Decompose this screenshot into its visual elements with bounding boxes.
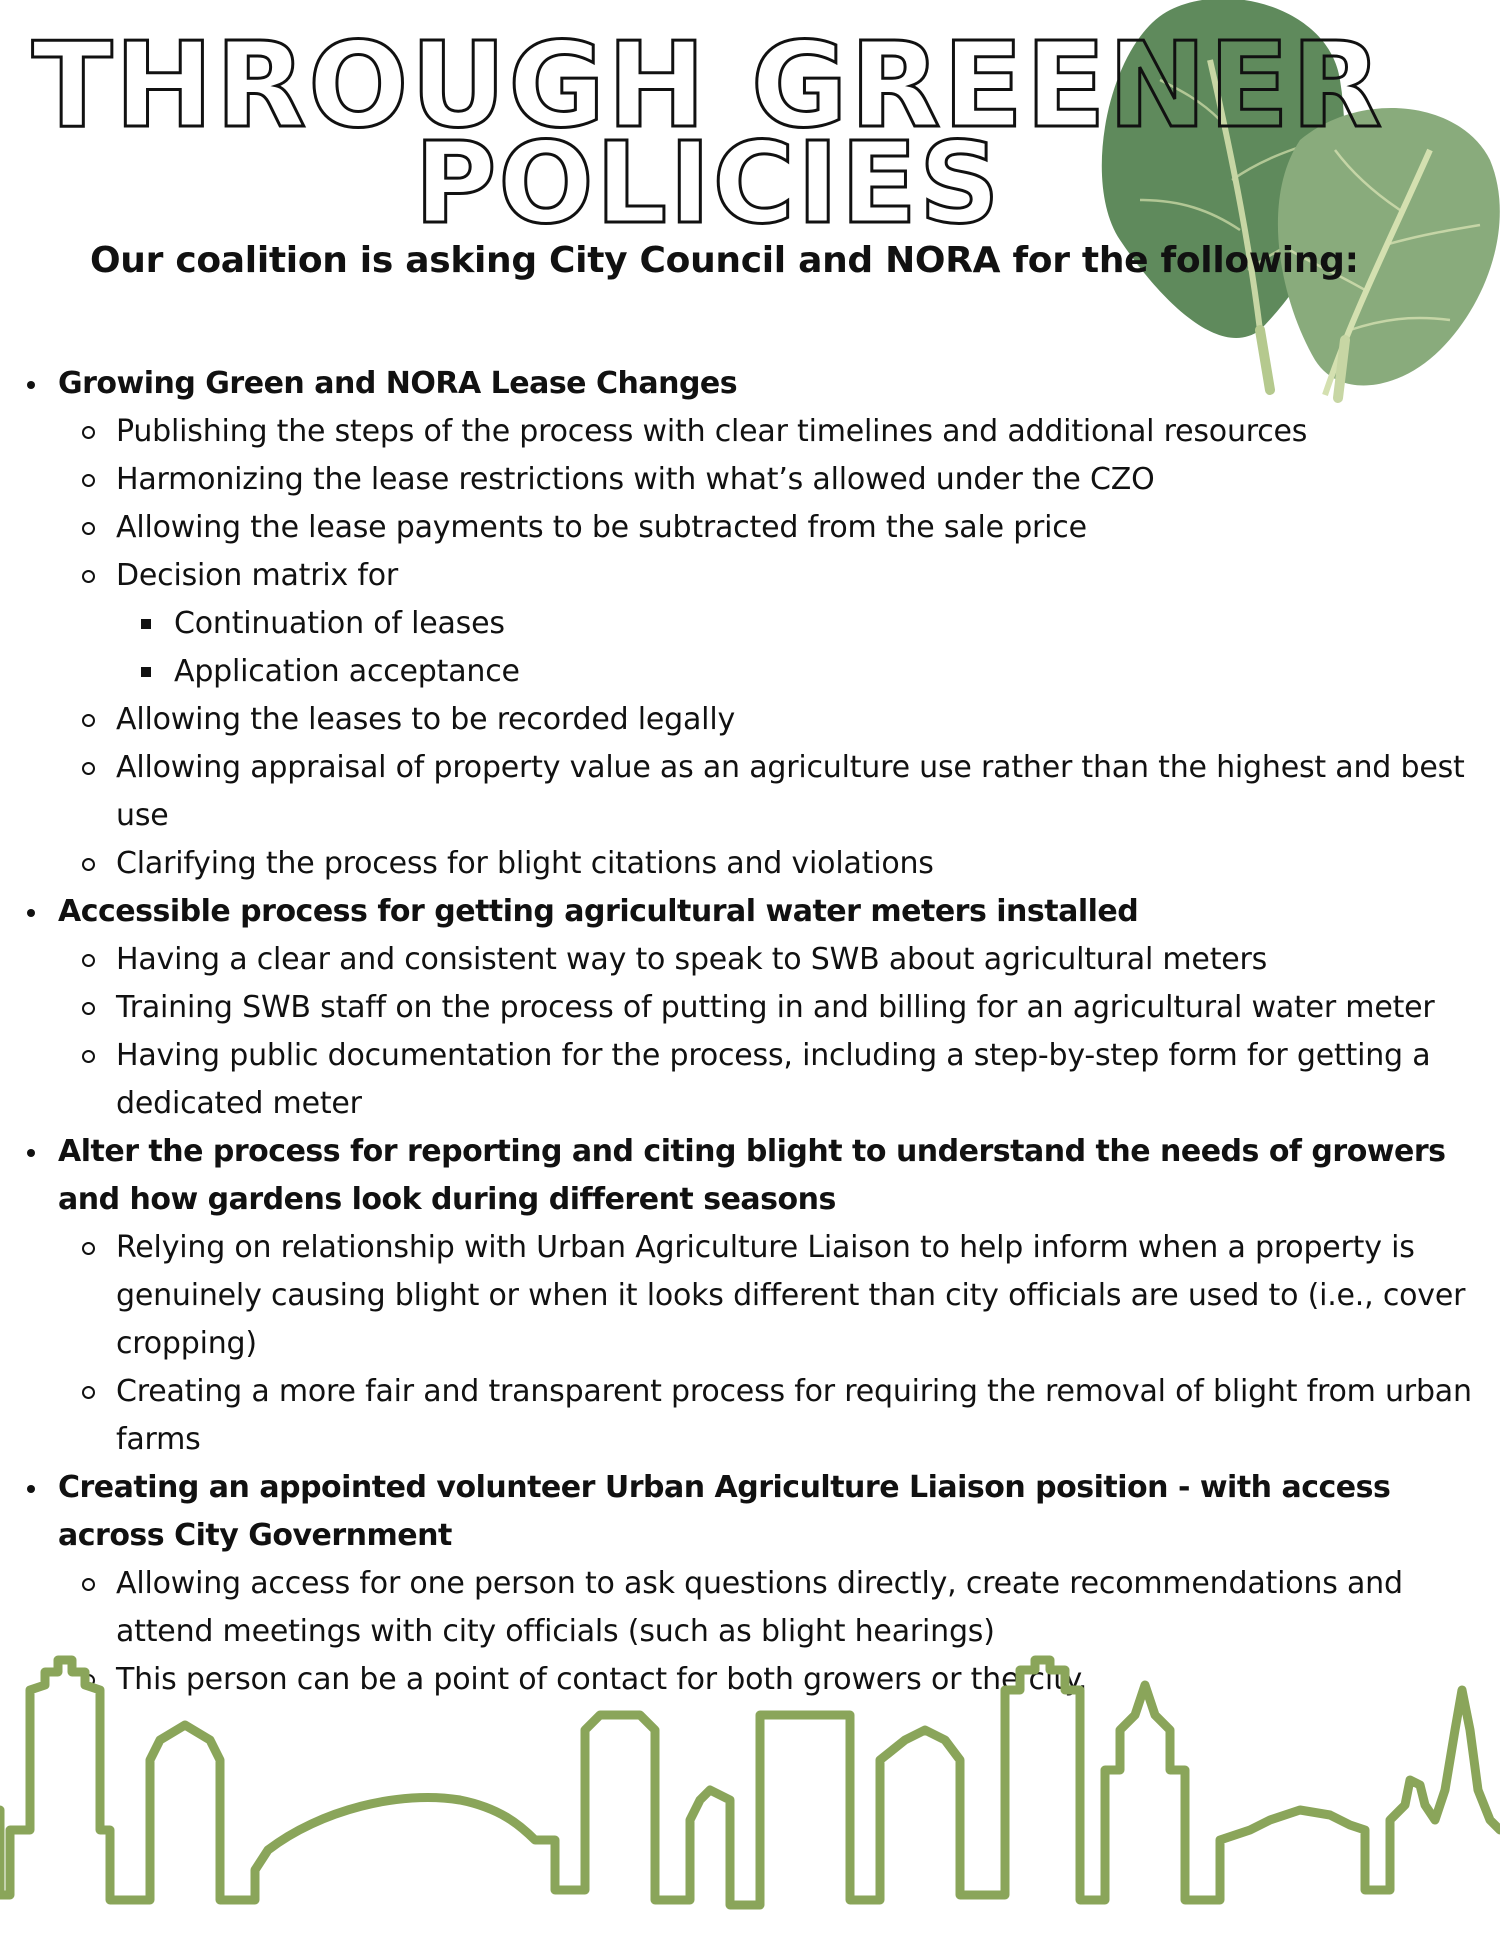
section-growing-green bbox=[0, 360, 1500, 888]
section-heading: Creating an appointed volunteer Urban Agriculture Liaison position - with access across City Government bbox=[58, 1470, 1391, 1553]
list-item: Publishing the steps of the process with clear timelines and additional resources bbox=[58, 408, 1500, 456]
sub-list-item: Continuation of leases bbox=[116, 600, 1500, 648]
list-item: Allowing the lease payments to be subtracted from the sale price bbox=[58, 504, 1500, 552]
list-item: Having public documentation for the process, including a step-by-step form for getting a dedicated meter bbox=[58, 1032, 1500, 1128]
section-water-meters bbox=[0, 888, 1500, 1128]
list-item: Allowing appraisal of property value as an agriculture use rather than the highest and best use bbox=[58, 744, 1500, 840]
section-heading: Alter the process for reporting and citing blight to understand the needs of growers and how gardens look during different seasons bbox=[58, 1134, 1446, 1217]
list-item: Having a clear and consistent way to speak to SWB about agricultural meters bbox=[58, 936, 1500, 984]
list-item-decision-matrix bbox=[58, 552, 1500, 696]
list-item: Allowing access for one person to ask questions directly, create recommendations and attend meetings with city officials (such as blight hearings) bbox=[58, 1560, 1500, 1656]
list-item-label: Decision matrix for bbox=[116, 558, 399, 593]
list-item: Training SWB staff on the process of putting in and billing for an agricultural water meter bbox=[58, 984, 1500, 1032]
section-heading: Growing Green and NORA Lease Changes bbox=[58, 366, 738, 401]
sub-list-item: Application acceptance bbox=[116, 648, 1500, 696]
skyline-outline bbox=[0, 1660, 1500, 1905]
list-item: Relying on relationship with Urban Agriculture Liaison to help inform when a property is genuinely causing blight or when it looks different than city officials are used to (i.e., cover cropping) bbox=[58, 1224, 1500, 1368]
list-item: Allowing the leases to be recorded legally bbox=[58, 696, 1500, 744]
policy-list bbox=[0, 360, 1500, 1704]
subtitle: Our coalition is asking City Council and NORA for the following: bbox=[90, 240, 1359, 281]
page-title-line2: POLICIES bbox=[414, 119, 1002, 249]
city-skyline-illustration bbox=[0, 1630, 1500, 1942]
section-blight-process bbox=[0, 1128, 1500, 1464]
section-heading: Accessible process for getting agricultural water meters installed bbox=[58, 894, 1139, 929]
list-item: Harmonizing the lease restrictions with what’s allowed under the CZO bbox=[58, 456, 1500, 504]
page-title-line1: THROUGH GREENER bbox=[31, 16, 1385, 154]
list-item: Clarifying the process for blight citations and violations bbox=[58, 840, 1500, 888]
list-item: This person can be a point of contact for both growers or the city. bbox=[58, 1656, 1500, 1704]
list-item: Creating a more fair and transparent process for requiring the removal of blight from urban farms bbox=[58, 1368, 1500, 1464]
